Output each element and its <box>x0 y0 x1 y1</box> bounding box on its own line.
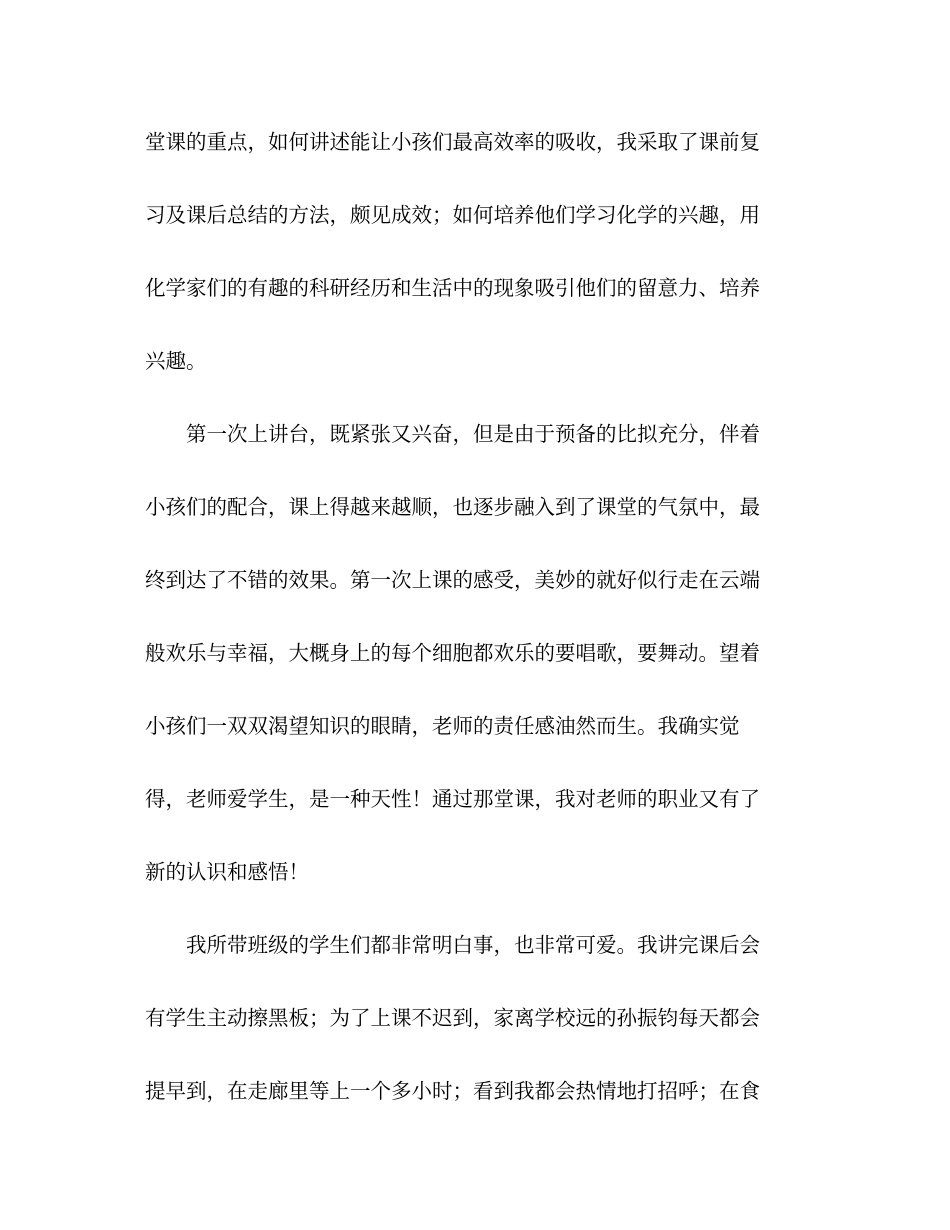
text-line: 我所带班级的学生们都非常明白事，也非常可爱。我讲完课后会 <box>145 933 760 957</box>
text-line: 得，老师爱学生，是一种天性！通过那堂课，我对老师的职业又有了 <box>145 787 760 811</box>
text-line: 小孩们一双双渴望知识的眼睛，老师的责任感油然而生。我确实觉 <box>145 714 740 738</box>
text-line: 般欢乐与幸福，大概身上的每个细胞都欢乐的要唱歌，要舞动。望着 <box>145 641 760 665</box>
text-line: 新的认识和感悟！ <box>145 860 309 884</box>
text-line: 有学生主动擦黑板；为了上课不迟到，家离学校远的孙振钧每天都会 <box>145 1006 760 1030</box>
text-line: 提早到，在走廊里等上一个多小时；看到我都会热情地打招呼；在食 <box>145 1079 760 1103</box>
text-line: 堂课的重点，如何讲述能让小孩们最高效率的吸收，我采取了课前复 <box>145 130 760 154</box>
text-line: 小孩们的配合，课上得越来越顺，也逐步融入到了课堂的气氛中，最 <box>145 495 760 519</box>
text-line: 终到达了不错的效果。第一次上课的感受，美妙的就好似行走在云端 <box>145 568 760 592</box>
text-line: 化学家们的有趣的科研经历和生活中的现象吸引他们的留意力、培养 <box>145 276 760 300</box>
text-line: 习及课后总结的方法，颇见成效；如何培养他们学习化学的兴趣，用 <box>145 203 760 227</box>
text-line: 兴趣。 <box>145 349 207 373</box>
text-line: 第一次上讲台，既紧张又兴奋，但是由于预备的比拟充分，伴着 <box>145 422 760 446</box>
